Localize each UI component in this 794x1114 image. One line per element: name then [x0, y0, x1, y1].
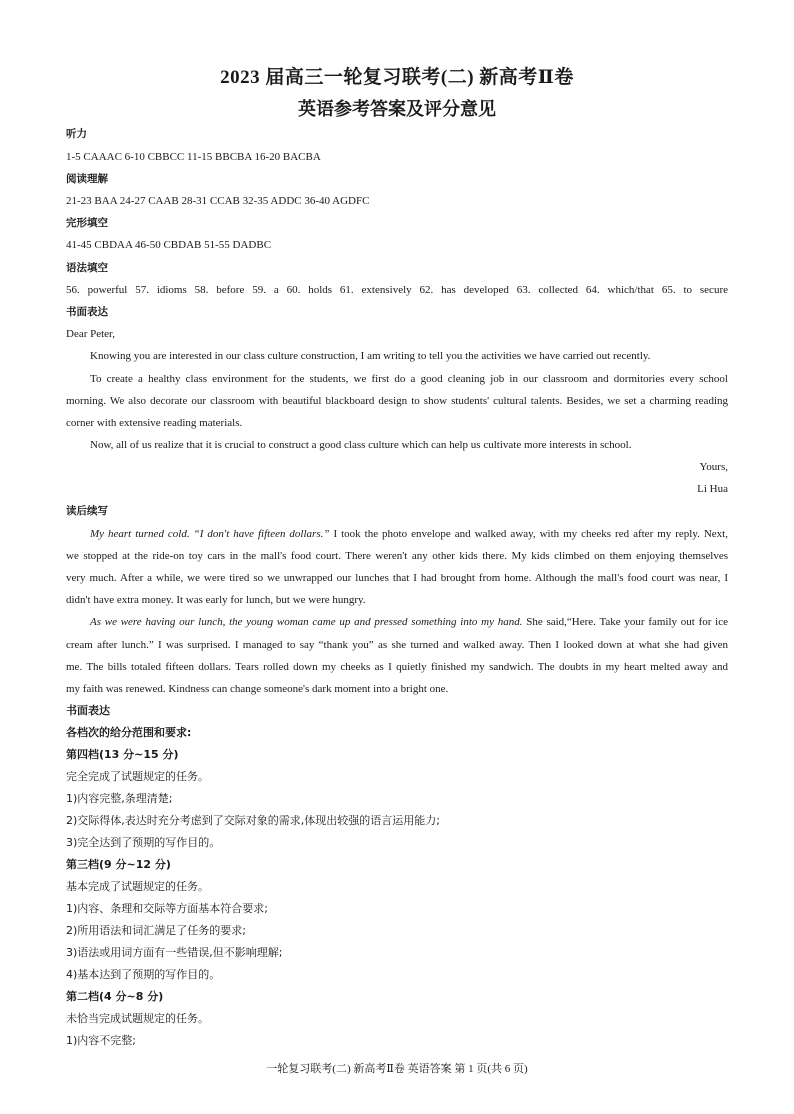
- continuation-line: we stopped at the ride-on toy cars in the mall's food court. There weren't any other kids there. My kids climbed on them enjoying themselves: [66, 550, 728, 562]
- letter-line: morning. We also decorate our classroom with beautiful blackboard design to show students' cultural talents. Besides, we set a charming reading: [66, 395, 728, 407]
- page-title: 2023 届高三一轮复习联考(二) 新高考Ⅱ卷: [220, 67, 574, 88]
- continuation-heading: 读后续写: [66, 505, 108, 517]
- cloze-answers: 41-45 CBDAA 46-50 CBDAB 51-55 DADBC: [66, 239, 272, 251]
- tier4-item: 2)交际得体,表达时充分考虑到了交际对象的需求,体现出较强的语言运用能力;: [66, 814, 440, 827]
- continuation-line: didn't have extra money. It was early for lunch, but we were hungry.: [66, 594, 366, 606]
- continuation-text: I took the photo envelope and walked away, with my cheeks red after my reply. Next,: [329, 528, 728, 540]
- listening-answers: 1-5 CAAAC 6-10 CBBCC 11-15 BBCBA 16-20 BACBA: [66, 151, 321, 163]
- tier4-item: 3)完全达到了预期的写作目的。: [66, 836, 221, 849]
- scoring-heading: 书面表达: [66, 704, 110, 717]
- scoring-intro: 各档次的给分范围和要求:: [66, 726, 192, 739]
- continuation-line: me. The bills totaled fifteen dollars. Tears rolled down my cheeks as I quietly finished my sandwich. The doubts in my heart melted away and: [66, 661, 728, 673]
- continuation-line: my faith was renewed. Kindness can change someone's dark moment into a bright one.: [66, 683, 449, 695]
- tier4-item: 1)内容完整,条理清楚;: [66, 792, 173, 805]
- tier4-desc: 完全完成了试题规定的任务。: [66, 770, 209, 783]
- letter-line: Now, all of us realize that it is crucial to construct a good class culture which can help us cultivate more interests in school.: [90, 439, 632, 451]
- tier3-desc: 基本完成了试题规定的任务。: [66, 880, 209, 893]
- tier2-title: 第二档(4 分~8 分): [66, 990, 164, 1003]
- continuation-line: cream after lunch.” I was surprised. I managed to say “thank you” as she turned and walked away. Then I looked down at what she had given: [66, 639, 728, 651]
- continuation-lead: My heart turned cold. “I don't have fifteen dollars.”: [90, 528, 330, 540]
- page-footer: 一轮复习联考(二) 新高考Ⅱ卷 英语答案 第 1 页(共 6 页): [266, 1063, 528, 1075]
- tier3-item: 3)语法或用词方面有一些错误,但不影响理解;: [66, 946, 283, 959]
- reading-answers: 21-23 BAA 24-27 CAAB 28-31 CCAB 32-35 ADDC 36-40 AGDFC: [66, 195, 370, 207]
- reading-heading: 阅读理解: [66, 173, 108, 185]
- letter-line: To create a healthy class environment for the students, we first do a good cleaning job in our classroom and dormitories every school: [90, 373, 728, 385]
- continuation-line: [90, 615, 728, 629]
- letter-line: corner with extensive reading materials.: [66, 417, 243, 429]
- tier3-item: 2)所用语法和词汇满足了任务的要求;: [66, 924, 246, 937]
- tier2-desc: 未恰当完成试题规定的任务。: [66, 1012, 209, 1025]
- page-subtitle: 英语参考答案及评分意见: [298, 99, 496, 120]
- continuation-text: She said,“Here. Take your family out for ice: [522, 616, 728, 628]
- tier3-item: 1)内容、条理和交际等方面基本符合要求;: [66, 902, 268, 915]
- letter-salutation: Dear Peter,: [66, 328, 116, 340]
- tier3-item: 4)基本达到了预期的写作目的。: [66, 968, 221, 981]
- letter-line: Knowing you are interested in our class culture construction, I am writing to tell you the activities we have carried out recently.: [90, 350, 651, 362]
- grammar-heading: 语法填空: [66, 262, 108, 274]
- writing-heading: 书面表达: [66, 306, 108, 318]
- continuation-line: [90, 527, 728, 541]
- tier3-title: 第三档(9 分~12 分): [66, 858, 171, 871]
- letter-closing: Yours,: [699, 461, 728, 473]
- grammar-answers: 56. powerful 57. idioms 58. before 59. a 60. holds 61. extensively 62. has developed 63. collected 64. which/that 65. to secure: [66, 284, 728, 296]
- tier2-item: 1)内容不完整;: [66, 1034, 136, 1047]
- continuation-lead: As we were having our lunch, the young woman came up and pressed something into my hand.: [90, 616, 523, 628]
- continuation-line: very much. After a while, we were tired so we unwrapped our lunches that I had brought from home. Although the mall's food court was near, I: [66, 572, 728, 584]
- cloze-heading: 完形填空: [66, 217, 108, 229]
- listening-heading: 听力: [66, 128, 87, 140]
- letter-signature: Li Hua: [697, 483, 728, 495]
- tier4-title: 第四档(13 分~15 分): [66, 748, 179, 761]
